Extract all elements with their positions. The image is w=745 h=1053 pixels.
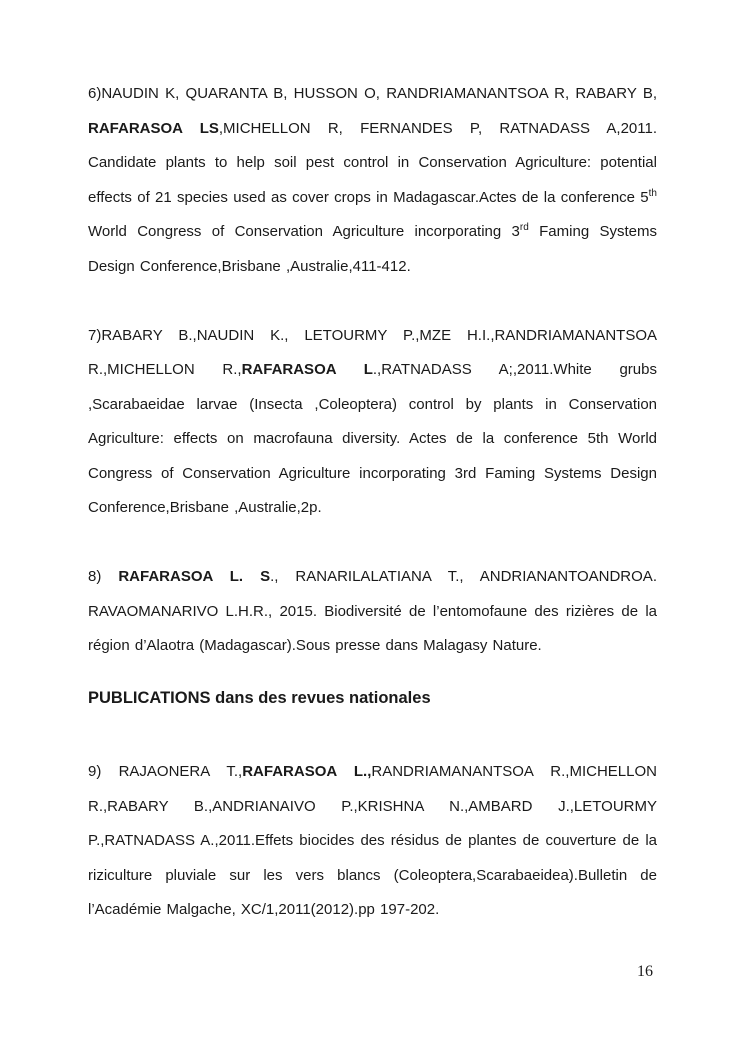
text-run: .,RATNADASS A;,2011.White grubs ,Scarabaeidae larvae (Insecta ,Coleoptera) control by plants in Conservation Agriculture: effects on macrofauna diversity. Actes de la conference 5th World Congress of Conservation Agriculture incorporating 3rd Faming Systems Design Conference,Brisbane ,Australie,2p. — [88, 361, 657, 516]
text-run: ., RANARILALATIANA T., ANDRIANANTOANDROA. RAVAOMANARIVO L.H.R., 2015. Biodiversité de l’entomofaune des rizières de la région d’Alaotra (Madagascar).Sous presse dans Malagasy Nature. — [88, 568, 657, 654]
text-run: 6)NAUDIN K, QUARANTA B, HUSSON O, RANDRIAMANANTSOA R, RABARY B, — [88, 85, 657, 102]
publication-item-7 — [88, 319, 657, 526]
publication-item-6 — [88, 77, 657, 284]
text-run: th — [648, 187, 657, 199]
page-number: 16 — [637, 963, 653, 980]
text-run: Faming Systems Design Conference,Brisbane ,Australie,411-412. — [88, 223, 657, 275]
text-run: 8) — [88, 568, 119, 585]
text-run: RAFARASOA L., — [242, 763, 372, 780]
text-run: RANDRIAMANANTSOA R.,MICHELLON R.,RABARY B.,ANDRIANAIVO P.,KRISHNA N.,AMBARD J.,LETOURMY P.,RATNADASS A.,2011.Effets biocides des résidus de plantes de couverture de la riziculture pluviale sur les vers blancs (Coleoptera,Scarabaeidea).Bulletin de l’Académie Malgache, XC/1,2011(2012).pp 197-202. — [88, 763, 657, 918]
text-run: 7)RABARY B.,NAUDIN K., LETOURMY P.,MZE H.I.,RANDRIAMANANTSOA R.,MICHELLON R., — [88, 326, 657, 378]
publication-item-9 — [88, 755, 657, 928]
text-run: RAFARASOA LS — [88, 119, 219, 137]
document-page — [88, 77, 657, 928]
text-run: World Congress of Conservation Agriculture incorporating 3 — [88, 223, 520, 240]
text-run: RAFARASOA L — [241, 361, 373, 378]
text-run: 9) RAJAONERA T., — [88, 763, 243, 780]
text-run: RAFARASOA L. S — [118, 568, 271, 585]
text-run: ,MICHELLON R, FERNANDES P, RATNADASS A,2011. Candidate plants to help soil pest control in Conservation Agriculture: potential effects of 21 species used as cover crops in Madagascar.Actes de la conference 5 — [88, 119, 657, 206]
section-heading-publications-nationales: PUBLICATIONS dans des revues nationales — [88, 688, 431, 707]
text-run: rd — [519, 222, 529, 233]
publication-item-8 — [88, 560, 657, 664]
